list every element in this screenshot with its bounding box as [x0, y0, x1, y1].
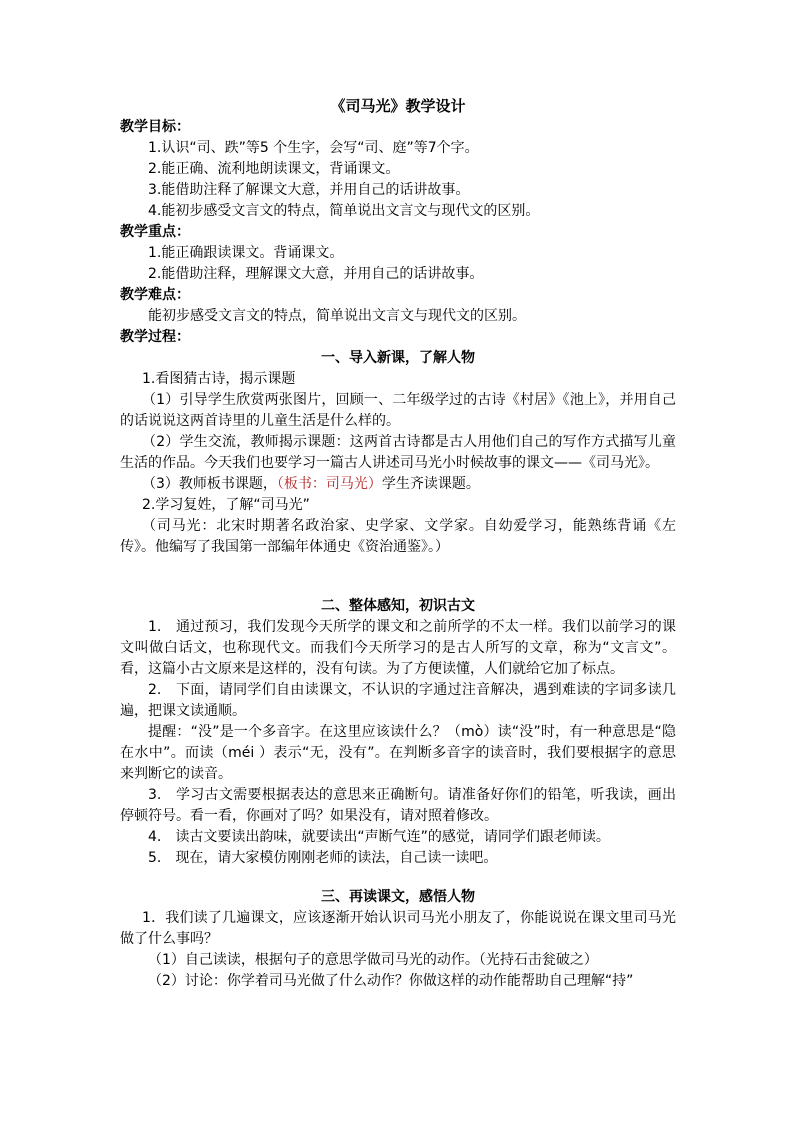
difficulty-text: 能初步感受文言文的特点，简单说出文言文与现代文的区别。 — [148, 308, 526, 324]
section1-paragraph: （司马光：北宋时期著名政治家、史学家、文学家。自幼爱学习，能熟练背诵《左传》。他编写了我国第一部编年体通史《资治通鉴》。） — [120, 518, 676, 555]
difficulty-label: 教学难点： — [120, 287, 190, 303]
section3-paragraph: （1）自己读读，根据句子的意思学做司马光的动作。（光持石击瓮破之） — [148, 952, 598, 968]
section1-paragraph: （2）学生交流，教师揭示课题：这两首古诗都是古人用他们自己的写作方式描写儿童生活的作品。今天我们也要学习一篇古人讲述司马光小时候故事的课文——《司马光》。 — [120, 434, 676, 471]
board-text-before: （3）教师板书课题， — [142, 476, 277, 492]
goals-label: 教学目标： — [120, 119, 190, 135]
section2-paragraph: 4. 读古文要读出韵味，就要读出“声断气连”的感觉，请同学们跟老师读。 — [148, 829, 610, 845]
section-heading-1: 一、导入新课，了解人物 — [321, 350, 475, 366]
spacer — [120, 558, 676, 596]
board-note: （板书：司马光） — [276, 476, 382, 492]
section1-step1: 1.看图猜古诗，揭示课题 — [142, 371, 296, 387]
section2-paragraph: 2. 下面，请同学们自由读课文，不认识的字通过注音解决，遇到难读的字词多读几遍，把课文读通顺。 — [120, 682, 676, 719]
section2-paragraph: 5. 现在，请大家模仿刚刚老师的读法，自己读一读吧。 — [148, 850, 498, 866]
section2-paragraph: 3. 学习古文需要根据表达的意思来正确断句。请准备好你们的铅笔，听我读，画出停顿符号。看一看，你画对了吗？如果没有，请对照着修改。 — [120, 787, 676, 824]
section1-step2: 2.学习复姓，了解“司马光” — [142, 497, 310, 513]
board-text-after: 学生齐读课题。 — [381, 476, 480, 492]
document-page — [120, 96, 676, 992]
goal-item: 4.能初步感受文言文的特点，简单说出文言文与现代文的区别。 — [148, 203, 540, 219]
section2-paragraph: 提醒：“没”是一个多音字。在这里应该读什么？（mò）读“没”时，有一种意思是“隐在水中”。而读（méi ）表示“无，没有”。在判断多音字的读音时，我们要根据字的意思来判断它的读音。 — [120, 724, 676, 782]
focus-label: 教学重点： — [120, 224, 190, 240]
goal-item: 1.认识“司、跌”等5 个生字，会写“司、庭”等7个字。 — [148, 140, 479, 156]
goal-item: 3.能借助注释了解课文大意，并用自己的话讲故事。 — [148, 182, 470, 198]
section-heading-2: 二、整体感知，初识古文 — [321, 598, 475, 614]
section2-paragraph: 1. 通过预习，我们发现今天所学的课文和之前所学的不太一样。我们以前学习的课文叫做白话文，也称现代文。而我们今天所学习的是古人所写的文章，称为“文言文”。看，这篇小古文原来是这样的，没有句读。为了方便读懂，人们就给它加了标点。 — [120, 619, 676, 677]
focus-item: 2.能借助注释，理解课文大意，并用自己的话讲故事。 — [148, 266, 484, 282]
section3-paragraph: 1．我们读了几遍课文，应该逐渐开始认识司马光小朋友了，你能说说在课文里司马光做了什么事吗？ — [120, 910, 676, 947]
section1-paragraph-board — [120, 474, 676, 495]
spacer — [120, 869, 676, 887]
section1-paragraph: （1）引导学生欣赏两张图片，回顾一、二年级学过的古诗《村居》《池上》，并用自己的话说说这两首诗里的儿童生活是什么样的。 — [120, 392, 676, 429]
goal-item: 2.能正确、流利地朗读课文，背诵课文。 — [148, 161, 400, 177]
process-label: 教学过程： — [120, 329, 190, 345]
document-title: 《司马光》教学设计 — [330, 97, 466, 115]
focus-item: 1.能正确跟读课文。背诵课文。 — [148, 245, 344, 261]
section-heading-3: 三、再读课文，感悟人物 — [321, 889, 475, 905]
section3-paragraph: （2）讨论：你学着司马光做了什么动作？你做这样的动作能帮助自己理解“持” — [148, 973, 634, 989]
